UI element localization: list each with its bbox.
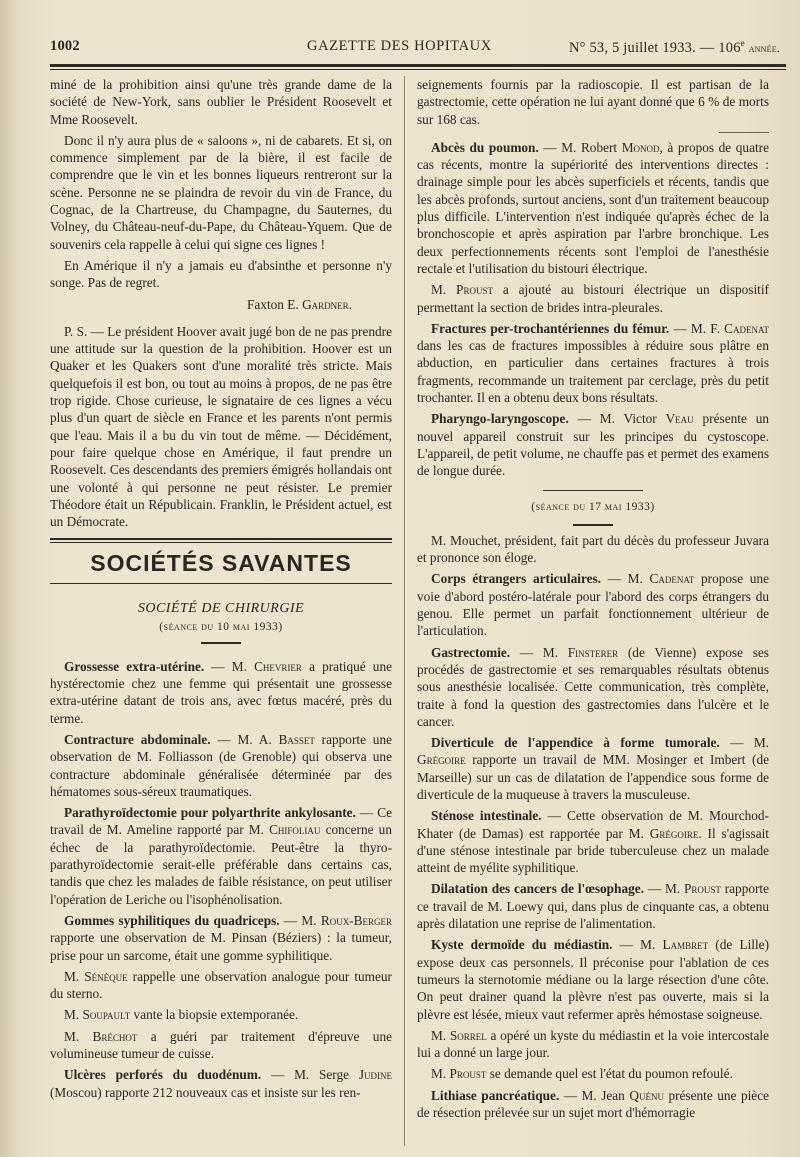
entry-heading: Diverticule de l'appendice à forme tumorale. [431, 735, 720, 751]
section-rule-thin [50, 542, 392, 543]
author-name: Cadenat [649, 571, 695, 587]
author-name: Cadenat [724, 320, 769, 336]
author-name: Finsterer [567, 644, 619, 660]
entry: M. Proust a ajouté au bistouri électrique un dispositif permettant la section de brides intra-pleurales. [417, 282, 769, 315]
author-name: Bréchot [92, 1028, 138, 1044]
section-rule [543, 490, 643, 492]
entry-heading: Lithiase pancréatique. [431, 1087, 560, 1103]
entry-heading: Ulcères perforés du duodénum. [64, 1067, 262, 1083]
entry-heading: Gommes syphilitiques du quadriceps. [64, 912, 280, 928]
author-name: Chifoliau [269, 822, 321, 838]
section-rule-thin [50, 583, 392, 584]
entry: Dilatation des cancers de l'œsophage. — M. Proust rapporte ce travail de M. Loewy qui, dans plus de cinquante cas, a obtenu après dilatation une reprise de l'alimentation. [417, 881, 770, 932]
section-title: SOCIÉTÉS SAVANTES [90, 550, 352, 577]
issue-superscript: e [740, 38, 745, 48]
issue-info [569, 38, 780, 57]
seance-date: (séance du 17 mai 1933) [531, 501, 655, 514]
society-name: SOCIÉTÉ DE CHIRURGIE [137, 600, 305, 616]
entry: Grossesse extra-utérine. — M. Chevrier a pratiqué une hystérectomie chez une femme qui présentait une grossesse extra-utérine datant de trois ans, avec fœtus macéré, près du terme. [50, 658, 393, 726]
short-rule [201, 642, 241, 644]
entry: M. Bréchot a guéri par traitement d'épreuve une volumineuse tumeur de cuisse. [50, 1028, 392, 1062]
entry: M. Soupault vante la biopsie extemporanée. [64, 1007, 299, 1023]
paragraph: miné de la prohibition ainsi qu'une très grande dame de la société de New-York, sans oublier le Président Roosevelt et Mme Roosevelt. [50, 77, 392, 127]
author-name: Sorrel [449, 1027, 487, 1043]
header-rule [50, 64, 786, 67]
left-column [50, 76, 392, 1105]
author-name: Roux-Berger [320, 912, 393, 928]
entry-heading: Contracture abdominale. [64, 732, 211, 747]
entry-heading: Gastrectomie. [431, 644, 511, 660]
right-column [417, 76, 769, 1125]
entry: Diverticule de l'appendice à forme tumorale. — M. Grégoire rapporte un travail de MM. Mosinger et Imbert (de Marseille) sur un cas de dilatation de l'appendice sous forme de diverticule de la muqueuse à travers la musculeuse. [417, 735, 770, 802]
entry: Ulcères perforés du duodénum. — M. Serge Judine (Moscou) rapporte 212 nouveaux cas et insiste sur les ren- [50, 1067, 393, 1100]
entry: M. Proust se demande quel est l'état du poumon refoulé. [431, 1066, 733, 1082]
author-name: Proust [683, 881, 721, 897]
paragraph: seignements fournis par la radioscopie. Il est partisan de la gastrectomie, cette opération ne lui ayant donné que 6 % de morts sur 168 cas. [417, 77, 769, 127]
section-rule [50, 538, 392, 540]
entry-heading: Sténose intestinale. [431, 808, 542, 824]
entry: M. Sorrel a opéré un kyste du médiastin et la voie intercostale lui a donné un large jour. [417, 1027, 769, 1061]
signature-first: Faxton E. [247, 296, 303, 312]
entry: M. Sénèque rappelle une observation analogue pour tumeur du sterno. [50, 968, 392, 1002]
entry-heading: Abcès du poumon. [431, 139, 539, 155]
issue-suffix: année. [748, 40, 780, 55]
issue-date: N° 53, 5 juillet 1933. — 106 [568, 39, 741, 56]
short-rule [573, 524, 613, 526]
author-name: Judine [358, 1067, 393, 1083]
entry: Corps étrangers articulaires. — M. Cadenat propose une voie d'abord postéro-latérale pour l'abord des corps étrangers du genou. Elle permet un parfait fonctionnement ultérieur de l'articulation. [417, 571, 769, 639]
paragraph: Donc il n'y aura plus de « saloons », ni de cabarets. Et si, on commence simplement par de la bière, il est facile de comprendre que le vin et les bonnes liqueurs rentreront sur la scène. Personne ne se plaindra de revoir du vin de France, du Cognac, de la Chartreuse, du Champagne, du Sauternes, du Volney, du Château-neuf-du-Pape, du Château-Yquem. Que de souvenirs cela rappelle à celui qui signe ces lignes ! [50, 132, 392, 252]
section-header [50, 538, 392, 583]
short-rule [719, 132, 769, 133]
paragraph: M. Mouchet, président, fait part du décès du professeur Juvara et prononce son éloge. [417, 532, 769, 566]
author-name: Proust [449, 1066, 487, 1082]
entry: Parathyroïdectomie pour polyarthrite ankylosante. — Ce travail de M. Ameline rapporté par M. Chifoliau concerne un échec de la parathyroïdectomie. Peut-être la thyro-parathyroïdectomie serait-elle préférable dans certains cas, tandis que chez les malades de faible résistance, on peut utiliser l'opération de Leriche ou l'isophénolisation. [50, 805, 392, 907]
author-name: Soupault [82, 1007, 131, 1023]
author-name: Grégoire [649, 825, 699, 841]
entry: Lithiase pancréatique. — M. Jean Quénu présente une pièce de résection prélevée sur un sujet mort d'hémorragie [417, 1087, 770, 1121]
column-divider [404, 76, 405, 1146]
author-name: Basset [278, 732, 315, 747]
entry: Kyste dermoïde du médiastin. — M. Lambret (de Lille) expose deux cas personnels. Il préconise pour l'ablation de ces tumeurs la sternotomie médiane ou la large résection d'une côte. On peut drainer quand la plèvre n'est pas ouverte, mais si la plèvre est lésée, mieux vaut refermer après hémostase soigneuse. [417, 937, 770, 1022]
journal-title: GAZETTE DES HOPITAUX [307, 38, 492, 54]
author-name: Veau [665, 411, 694, 427]
entry-heading: Dilatation des cancers de l'œsophage. [431, 881, 644, 897]
postscript: P. S. — Le président Hoover avait jugé bon de ne pas prendre une attitude sur la question de la prohibition. Hoover est un Quaker et les Quakers sont d'une moralité très stricte. Mais quelquefois il est bon, ou tout au moins à propos, de ne pas être trop rigide. Chose curieuse, le signataire de ces lignes a vécu plus d'un quart de siècle en France et les parents n'ont permis que l'eau. Mais il a bu du vin tout de même. — Décidément, pour faire quelque chose en Amérique, il faut prendre un Roosevelt. Ces descendants des premiers émigrés hollandais ont une volonté à qui personne ne peut résister. Le premier Théodore était un Républicain. Franklin, le Président actuel, est un Démocrate. [50, 323, 392, 530]
author-name: Chevrier [254, 658, 302, 674]
entry-heading: Kyste dermoïde du médiastin. [431, 937, 613, 953]
author-name: Sénèque [84, 968, 128, 984]
page-header [50, 38, 786, 60]
signature [50, 296, 392, 313]
entry: Gommes syphilitiques du quadriceps. — M. Roux-Berger rapporte une observation de M. Pinsan (Béziers) : la tumeur, prise pour un sarcome, était une gomme syphilitique. [50, 912, 393, 963]
author-name: Monod [621, 139, 660, 155]
entry-heading: Grossesse extra-utérine. [64, 658, 205, 674]
entry: Abcès du poumon. — M. Robert Monod, à propos de quatre cas récents, montre la supériorité des interventions directes : drainage simple pour les abcès superficiels et récents, tandis que les abcès profonds, surtout anciens, sont d'un traitement beaucoup plus difficile. L'intervention n'est indiquée qu'après échec de la bronchoscopie et après aspiration par l'arbre bronchique. Les deux perfectionnements récents sont l'emploi de l'anesthésie rectale et l'utilisation du bistouri électrique. [417, 139, 769, 276]
signature-last: Gardner. [302, 296, 352, 312]
paragraph: En Amérique il n'y a jamais eu d'absinthe et personne n'y songe. Pas de regret. [50, 257, 392, 291]
entry: Pharyngo-laryngoscope. — M. Victor Veau présente un nouvel appareil construit sur les principes du cystoscope. L'appareil, de petit volume, ne chauffe pas et permet des examens de longue durée. [417, 411, 769, 479]
entry-heading: Pharyngo-laryngoscope. [431, 411, 569, 427]
page-number: 1002 [50, 38, 80, 54]
entry: Fractures per-trochantériennes du fémur. — M. F. Cadenat dans les cas de fractures impossibles à réduire sous plâtre en abduction, en particulier dans certaines fractures à trois fragments, recommande un traitement par cerclage, près du petit trochanter. Il en a obtenu deux bons résultats. [417, 320, 769, 406]
entry-heading: Parathyroïdectomie pour polyarthrite ankylosante. [64, 805, 356, 821]
author-name: Lambret [662, 937, 709, 953]
entry-heading: Corps étrangers articulaires. [431, 571, 602, 587]
author-name: Grégoire [417, 752, 466, 768]
entry: Contracture abdominale. — M. A. Basset rapporte une observation de M. Folliasson (de Grenoble) qui observa une contracture abdominale généralisée déterminée par des hématomes sous-séreux traumatiques. [50, 732, 392, 799]
entry: Gastrectomie. — M. Finsterer (de Vienne) expose ses procédés de gastrectomie et ses remarquables résultats obtenus sous anesthésie localisée. Cette communication, très complète, traite à fond la question des gastrectomies dans l'ulcère et le cancer. [417, 644, 769, 729]
seance-date: (séance du 10 mai 1933) [159, 621, 283, 634]
author-name: Quénu [629, 1087, 664, 1103]
header-rule-thin [50, 69, 786, 70]
entry-heading: Fractures per-trochantériennes du fémur. [431, 320, 670, 336]
entry: Sténose intestinale. — Cette observation de M. Mourchod-Khater (de Damas) est rapportée par M. Grégoire. Il s'agissait d'une sténose intestinale par bride tuberculeuse chez un malade atteint de myélite syphilitique. [417, 808, 769, 876]
author-name: Proust [456, 282, 493, 298]
